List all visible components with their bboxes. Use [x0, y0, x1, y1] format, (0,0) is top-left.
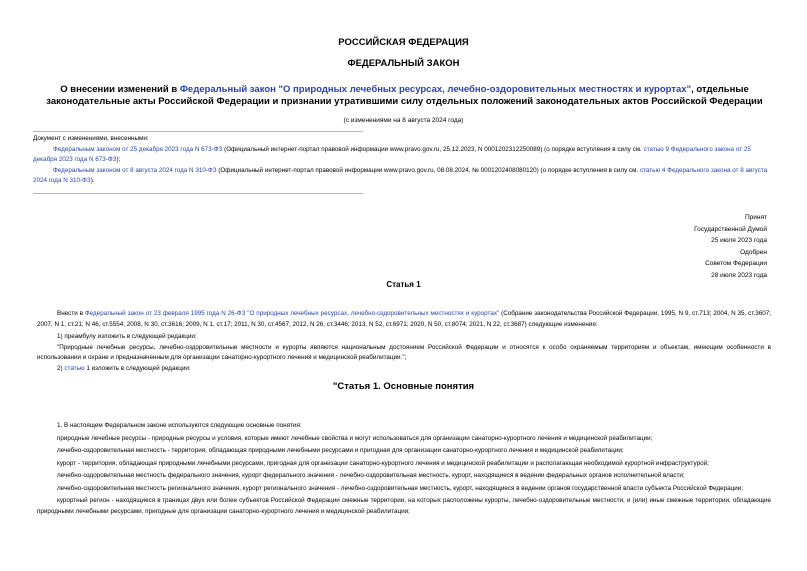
change-text: (Официальный интернет-портал правовой информации www.pravo.gov.ru, 08.08.2024, № 0001202408080120) (о порядке вступления в силу см.: [216, 166, 640, 174]
acceptance-line: 28 июля 2023 года: [711, 271, 767, 279]
definition-paragraph: природные лечебные ресурсы - природные ресурсы и условия, которые имеют лечебные свойства и могут использоваться для организации санаторно-курортного лечения и медицинской реабилитации;: [57, 434, 653, 442]
item-1: 1) преамбулу изложить в следующей редакции:: [57, 333, 197, 340]
acceptance-block: [694, 212, 767, 281]
item-2-article-link[interactable]: статью: [64, 364, 85, 372]
intro-prefix: Внести в: [57, 310, 85, 317]
title-law-link[interactable]: Федеральный закон "О природных лечебных ресурсах, лечебно-оздоровительных местностях и курортах": [179, 84, 692, 95]
definitions-block: [37, 421, 771, 517]
change-law-link[interactable]: Федеральным законом от 25 декабря 2023 года N 673-ФЗ: [53, 145, 223, 153]
item-2-prefix: 2): [57, 364, 65, 372]
change-law-link[interactable]: Федеральным законом от 8 августа 2024 года N 310-ФЗ: [53, 166, 217, 174]
acceptance-line: Государственной Думой: [694, 225, 767, 233]
title-prefix: О внесении изменений в: [60, 84, 180, 95]
change-item: [33, 166, 775, 187]
law-type-heading: ФЕДЕРАЛЬНЫЙ ЗАКОН: [347, 58, 460, 69]
changes-heading: Документ с изменениями, внесенными:: [33, 135, 149, 142]
change-end: );: [116, 156, 121, 163]
definition-paragraph: курортный регион - находящиеся в границах двух или более субъектов Российской Федерации смежные территории, на которых расположены курорты, лечебно-оздоровительные местности, и (или) иные смежные территории, обладающие природными лечебными ресурсами, пригодные для организации санаторно-курортного лечения и медицинской реабилитации;: [37, 497, 771, 515]
intro-law-link[interactable]: Федеральный закон от 23 февраля 1995 года N 26-ФЗ "О природных лечебных ресурсах, лечебно-оздоровительных местностях и курортах": [84, 310, 500, 317]
intro-suffix: (Собрание законодательства Российской Федерации, 1995, N 9, ст.713; 2004, N 35, ст.3607; 2007, N 1, ст.21; N 46, ст.5554; 2008, N 30, ст.3616; 2009, N 1, ст.17; 2011, N 30, ст.4567; 2012, N 26, ст.3446; 2013, N 52, ст.6971; 2020, N 50, ст.8074; 2021, N 22, ст.3687) следующие изменения:: [37, 310, 772, 328]
amendment-note: (с изменениями на 8 августа 2024 года): [343, 117, 464, 124]
definition-paragraph: лечебно-оздоровительная местность - территория, обладающая природными лечебными ресурсами и пригодная для организации санаторно-курортного лечения и медицинской реабилитации;: [57, 447, 624, 454]
definition-paragraph: лечебно-оздоровительная местность федерального значения, курорт федерального значения - лечебно-оздоровительная местность, курорт, находящиеся в ведении федеральных органов исполнительной власти;: [57, 472, 685, 479]
acceptance-line: Советом Федерации: [705, 260, 767, 267]
acceptance-line: Принят: [744, 214, 767, 221]
preamble-text: "Природные лечебные ресурсы, лечебно-оздоровительные местности и курорты являются национальным достоянием Российской Федерации и относятся к особо охраняемым территориям и объектам, имеющим особенности в использовании и охране и предназначенным для организации санаторно-курортного лечения и медицинской реабилитации.";: [37, 343, 771, 361]
definition-paragraph: курорт - территория, обладающая природными лечебными ресурсами, пригодная для организации санаторно-курортного лечения и медицинской реабилитации и располагающая необходимой курортной инфраструктурой;: [57, 459, 709, 467]
definition-paragraph: лечебно-оздоровительная местность регионального значения, курорт регионального значения - лечебно-оздоровительная местность, курорт, находящиеся в ведении органов государственной власти субъекта Российской Федерации;: [57, 484, 744, 492]
divider-top: [33, 131, 363, 132]
acceptance-line: 25 июля 2023 года: [711, 237, 767, 244]
article-1-heading: Статья 1: [386, 280, 421, 289]
intro-paragraph: [37, 309, 771, 330]
divider-bottom: [33, 193, 363, 194]
acceptance-line: Одобрен: [740, 248, 767, 256]
change-end: ).: [90, 177, 95, 184]
change-item: [33, 145, 775, 166]
item-2-suffix: 1 изложить в следующей редакции:: [84, 364, 191, 372]
changes-block: [33, 134, 775, 187]
item-2: [37, 364, 771, 375]
article-1-body: [37, 309, 771, 374]
change-article-link[interactable]: статью 4 Федерального закона от 8 августа 2024 года N 310-ФЗ: [33, 166, 768, 184]
new-article-heading: "Статья 1. Основные понятия: [332, 381, 475, 392]
change-article-link[interactable]: статью 9 Федерального закона от 25 декабря 2023 года N 673-ФЗ: [33, 145, 751, 163]
change-text: (Официальный интернет-портал правовой информации www.pravo.gov.ru, 25.12.2023, N 0001202312250089) (о порядке вступления в силу см.: [222, 145, 644, 153]
definition-paragraph: 1. В настоящем Федеральном законе используются следующие основные понятия:: [57, 422, 302, 429]
country-heading: РОССИЙСКАЯ ФЕДЕРАЦИЯ: [338, 37, 469, 48]
title-suffix: , отдельные законодательные акты Российской Федерации и признании утратившими силу отдельных положений законодательных актов Российской Федерации: [46, 84, 763, 107]
document-title: [32, 84, 777, 108]
